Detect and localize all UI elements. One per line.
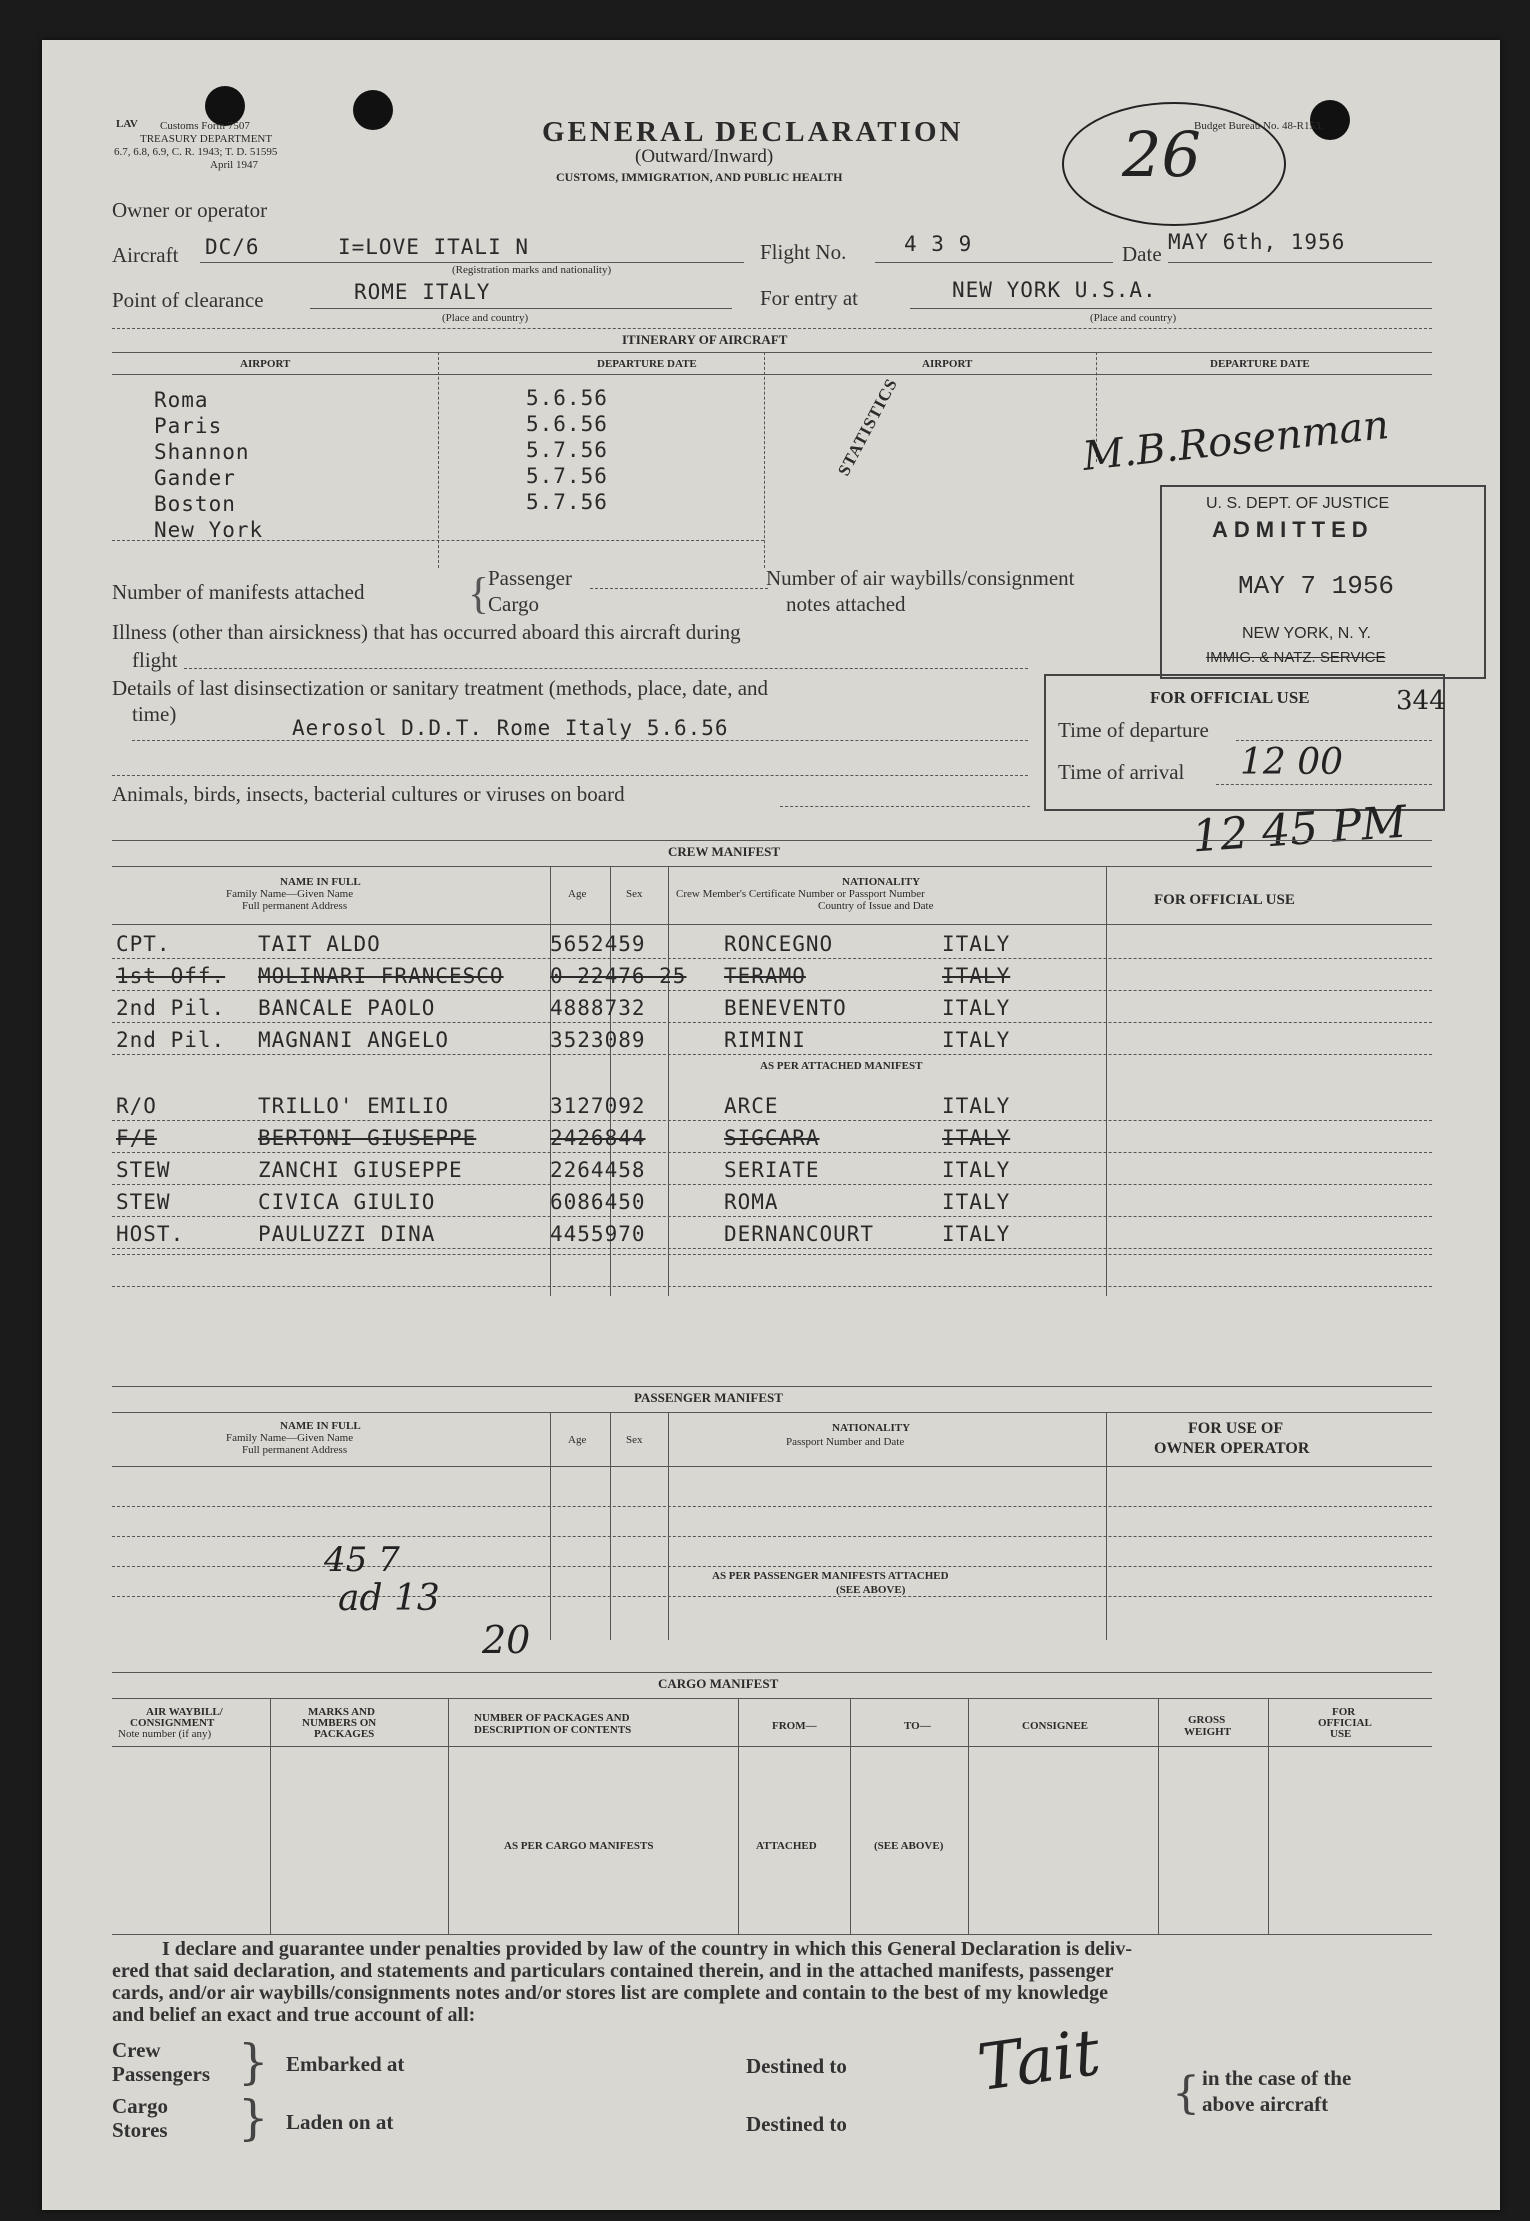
crew-rank: 2nd Pil. <box>116 996 226 1020</box>
crew-rank: STEW <box>116 1158 171 1182</box>
crew-country: ITALY <box>942 1094 1011 1118</box>
crew-rank: 2nd Pil. <box>116 1028 226 1052</box>
crew-place: BENEVENTO <box>724 996 847 1020</box>
crew-country: ITALY <box>942 964 1011 988</box>
form-ref: April 1947 <box>210 159 258 171</box>
inspector-signature: M.B.Rosenman <box>1080 402 1392 480</box>
crew-place: RONCEGNO <box>724 932 834 956</box>
cargo-title: CARGO MANIFEST <box>658 1676 779 1691</box>
entry-caption: (Place and country) <box>1090 312 1177 324</box>
crew-place: ARCE <box>724 1094 779 1118</box>
crew-place: SERIATE <box>724 1158 820 1182</box>
crew-attached-note: AS PER ATTACHED MANIFEST <box>760 1060 923 1072</box>
budget-bureau: Budget Bureau No. 48-R153. <box>1194 120 1324 132</box>
crew-title: CREW MANIFEST <box>668 844 781 859</box>
date-value: MAY 6th, 1956 <box>1168 230 1346 254</box>
itinerary-airport: Paris <box>154 414 223 438</box>
declaration-line: and belief an exact and true account of all: <box>112 2004 476 2026</box>
declaration-form: LAV Customs Form 7507 TREASURY DEPARTMENT 6.7, 6.8, 6.9, C. R. 1943; T. D. 51595 April 1947 GENERAL DECLARATION (Outward/Inward) CUSTOMS, IMMIGRATION, AND PUBLIC HEALTH Budget Bureau No. 48-R153. 26 Owner or operator Aircraft DC/6 I=LOVE ITALI N (Registration marks and nationality) Flight No. 4 3 9 Date MAY 6th, 1956 Point of clearance ROME ITALY (Place and country) For entry at NEW YORK U.S.A. (Place and country) ITINERARY OF AIRCRAFT AIRPORT DEPARTURE DATE AIRPORT DEPARTURE DATE Roma 5.6.56 Paris 5.6.56 Shannon 5.7.56 Gander 5.7.56 Boston 5.7.56 New York STATISTICS M.B.Rosenman U. S. DEPT. OF JUSTICE ADMITTED MAY 7 1956 NEW YORK, N. Y. IMMIG. & NATZ. SERVICE Number of manifests attached { Passenger Cargo Number of air waybills/consignment notes attached Illness (other than airsickness) that has occurred aboard this aircraft during flight Details of last disinsectization or sanitary treatment (methods, place, date, and time) Aerosol D.D.T. Rome Italy 5.6.56 Animals, birds, insects, bacterial cultures or viruses on board FOR OFFICIAL USE 344 Time of departure Time of arrival 12 00 12 45 PM CREW MANIFEST NAME IN FULL Family Name—Given Name Full permanent Address Age Sex NATIONALITY Crew Member's Certificate Number or Passport Number Country of Issue and Date FOR OFFICIAL USE AS PER ATTACHED MANIFEST PASSENGER MANIFEST NAME IN FULL Family Name—Given Name Full permanent Address Age Sex NATIONALITY Passport Number and Date FOR USE OF OWNER OPERATOR AS PER PASSENGER MANIFESTS ATTACHED (SEE ABOVE) 45 7 ad 13 20 CARGO MANIFEST AIR WAYBILL/ CONSIGNMENT Note number (if any) MARKS AND NUMBERS ON PACKAGES NUMBER OF PACKAGES AND DESCRIPTION OF CONTENTS FROM— TO— CONSIGNEE GROSS WEIGHT FOR OFFICIAL USE AS PER CARGO MANIFESTS ATTACHED (SEE ABOVE) I declare and guarantee under penalties provided by law of the country in which this General Declaration is deliv- ered that said declaration, and statements and particulars contained therein, and in the attached manifests, passenger cards, and/or air waybills/consignments notes and/or stores list are complete and contain to the best of my knowledge and belief an exact and true account of all: Crew Passengers } Cargo Stores } Embarked at Laden on at Destined to Destined to { in the case of the above aircraft Tait CPT. TAIT ALDO 5652459 RONCEGNO ITALY 1st Off. MOLINARI FRANCESCO 0-22476-25 TERAMO ITALY 2nd Pil. BANCALE PAOLO 4888732 BENEVENTO ITALY 2nd Pil. MAGNANI ANGELO 3523089 RIMINI ITALY R/O TRILLO' EMILIO 3127092 ARCE ITALY F/E BERTONI GIUSEPPE 2426844 SIGCARA ITALY STEW ZANCHI GIUSEPPE 2264458 SERIATE ITALY STEW CIVICA GIULIO 6086450 ROMA ITALY HOST. PAULUZZI DINA 4455970 DERNANCOURT ITALY <box>42 40 1500 2210</box>
crew-country: ITALY <box>942 1158 1011 1182</box>
form-code: LAV <box>116 118 138 130</box>
itinerary-airport: Roma <box>154 388 209 412</box>
crew-rank: R/O <box>116 1094 157 1118</box>
crew-number: 0-22476-25 <box>550 964 687 988</box>
clearance-caption: (Place and country) <box>442 312 529 324</box>
crew-number: 2426844 <box>550 1126 646 1150</box>
passenger-hand-3: 20 <box>482 1618 531 1662</box>
flight-no-label: Flight No. <box>760 240 847 264</box>
entry-label: For entry at <box>760 286 858 310</box>
form-title: GENERAL DECLARATION <box>542 116 964 148</box>
crew-number: 3523089 <box>550 1028 646 1052</box>
crew-number: 5652459 <box>550 932 646 956</box>
crew-rank: CPT. <box>116 932 171 956</box>
crew-country: ITALY <box>942 1028 1011 1052</box>
manifest-number-label: Number of manifests attached <box>112 580 365 604</box>
form-ref: TREASURY DEPARTMENT <box>140 133 273 145</box>
passenger-hand-2: ad 13 <box>338 1578 440 1619</box>
flight-label: flight <box>132 648 178 672</box>
crew-name: BANCALE PAOLO <box>258 996 436 1020</box>
declaration-line: cards, and/or air waybills/consignments notes and/or stores list are complete and contain to the best of my knowledge <box>112 1982 1108 2004</box>
arrival-time-handwritten: 12 45 PM <box>1190 796 1409 863</box>
crew-country: ITALY <box>942 932 1011 956</box>
form-subtitle2: CUSTOMS, IMMIGRATION, AND PUBLIC HEALTH <box>556 170 843 184</box>
crew-name: PAULUZZI DINA <box>258 1222 436 1246</box>
passenger-hand-1: 45 7 <box>324 1540 400 1580</box>
crew-name: MAGNANI ANGELO <box>258 1028 450 1052</box>
passenger-title: PASSENGER MANIFEST <box>634 1390 783 1405</box>
crew-name: TRILLO' EMILIO <box>258 1094 450 1118</box>
col-airport-2: AIRPORT <box>922 358 973 370</box>
crew-place: TERAMO <box>724 964 806 988</box>
itinerary-date: 5.7.56 <box>526 438 608 462</box>
punch-hole <box>353 90 393 130</box>
itinerary-airport: New York <box>154 518 264 542</box>
time-label: time) <box>132 702 177 726</box>
owner-label: Owner or operator <box>112 198 268 222</box>
crew-name: MOLINARI FRANCESCO <box>258 964 504 988</box>
animals-label: Animals, birds, insects, bacterial cultures or viruses on board <box>112 782 625 806</box>
passenger-manifest-label: Passenger <box>488 566 572 590</box>
waybills-label: Number of air waybills/consignment <box>766 566 1075 590</box>
crew-number: 2264458 <box>550 1158 646 1182</box>
itinerary-date: 5.6.56 <box>526 386 608 410</box>
disinsect-label: Details of last disinsectization or sanitary treatment (methods, place, date, and <box>112 676 769 700</box>
declaration-line: I declare and guarantee under penalties provided by law of the country in which this General Declaration is deliv- <box>162 1938 1133 1960</box>
clearance-value: ROME ITALY <box>354 280 491 304</box>
form-subtitle: (Outward/Inward) <box>635 146 774 167</box>
aircraft-value: DC/6 <box>205 235 260 259</box>
crew-rank: 1st Off. <box>116 964 226 988</box>
statistics-stamp: STATISTICS <box>834 374 902 479</box>
entry-value: NEW YORK U.S.A. <box>952 278 1157 302</box>
crew-place: RIMINI <box>724 1028 806 1052</box>
crew-name: TAIT ALDO <box>258 932 381 956</box>
admitted-stamp: U. S. DEPT. OF JUSTICE ADMITTED MAY 7 1956 NEW YORK, N. Y. IMMIG. & NATZ. SERVICE <box>1160 485 1486 679</box>
flight-no-value: 4 3 9 <box>904 232 973 256</box>
col-departure-date-2: DEPARTURE DATE <box>1210 358 1310 370</box>
cargo-manifest-label: Cargo <box>488 592 539 616</box>
registration-caption: (Registration marks and nationality) <box>452 264 612 276</box>
declaration-line: ered that said declaration, and statements and particulars contained therein, and in the attached manifests, passenger <box>112 1960 1114 1982</box>
itinerary-title: ITINERARY OF AIRCRAFT <box>622 332 788 347</box>
official-use-box: FOR OFFICIAL USE 344 Time of departure Time of arrival 12 00 <box>1044 674 1445 811</box>
captain-signature: Tait <box>973 2015 1105 2107</box>
crew-country: ITALY <box>942 1222 1011 1246</box>
itinerary-airport: Gander <box>154 466 236 490</box>
itinerary-date: 5.7.56 <box>526 490 608 514</box>
itinerary-date: 5.6.56 <box>526 412 608 436</box>
itinerary-airport: Shannon <box>154 440 250 464</box>
form-ref: 6.7, 6.8, 6.9, C. R. 1943; T. D. 51595 <box>114 146 278 158</box>
itinerary-airport: Boston <box>154 492 236 516</box>
crew-name: BERTONI GIUSEPPE <box>258 1126 477 1150</box>
crew-rank: F/E <box>116 1126 157 1150</box>
aircraft-name: I=LOVE ITALI N <box>338 235 530 259</box>
notes-label: notes attached <box>786 592 906 616</box>
disinsect-value: Aerosol D.D.T. Rome Italy 5.6.56 <box>292 716 729 740</box>
clearance-label: Point of clearance <box>112 288 264 312</box>
date-label: Date <box>1122 242 1162 266</box>
page-number: 26 <box>1122 118 1201 191</box>
crew-rank: HOST. <box>116 1222 185 1246</box>
crew-name: ZANCHI GIUSEPPE <box>258 1158 463 1182</box>
crew-place: ROMA <box>724 1190 779 1214</box>
form-ref: Customs Form 7507 <box>160 120 250 132</box>
crew-number: 3127092 <box>550 1094 646 1118</box>
crew-number: 6086450 <box>550 1190 646 1214</box>
crew-number: 4888732 <box>550 996 646 1020</box>
col-departure-date: DEPARTURE DATE <box>597 358 697 370</box>
crew-country: ITALY <box>942 1126 1011 1150</box>
crew-country: ITALY <box>942 1190 1011 1214</box>
crew-name: CIVICA GIULIO <box>258 1190 436 1214</box>
crew-place: SIGCARA <box>724 1126 820 1150</box>
crew-place: DERNANCOURT <box>724 1222 875 1246</box>
aircraft-label: Aircraft <box>112 243 179 267</box>
illness-label: Illness (other than airsickness) that has occurred aboard this aircraft during <box>112 620 741 644</box>
crew-country: ITALY <box>942 996 1011 1020</box>
crew-number: 4455970 <box>550 1222 646 1246</box>
crew-rank: STEW <box>116 1190 171 1214</box>
col-airport: AIRPORT <box>240 358 291 370</box>
itinerary-date: 5.7.56 <box>526 464 608 488</box>
